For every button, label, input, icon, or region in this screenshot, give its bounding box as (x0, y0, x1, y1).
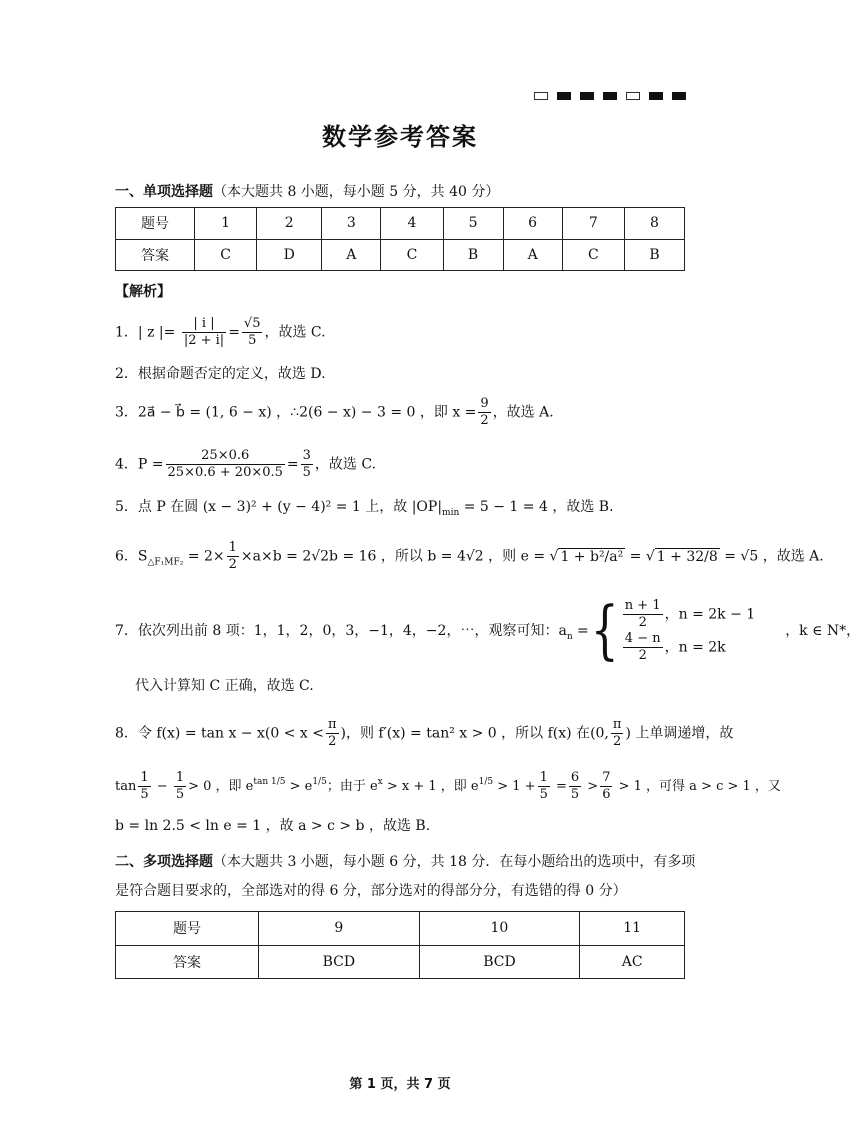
expr: 依次列出前 8 项：1，1，2，0，3，−1，4，−2，⋯，观察可知： (137, 623, 559, 639)
header-mark (672, 92, 686, 100)
question-cell: 1 (195, 208, 257, 240)
denominator: 2 (480, 413, 489, 428)
denominator: 5 (570, 787, 580, 802)
expr: − (152, 779, 172, 794)
answer-cell: A (322, 239, 381, 271)
analysis-q8-line3: b = ln 2.5 < ln e = 1 ，故 a > c > b ，故选 B. (115, 818, 431, 834)
expr: = 2× (183, 548, 225, 565)
expr: a (558, 623, 567, 639)
numerator: √5 (243, 316, 261, 331)
numerator: 1 (175, 770, 185, 785)
answer-cell: A (503, 239, 562, 271)
expr: > (583, 779, 599, 794)
fraction (242, 316, 263, 349)
answer-cell: C (562, 239, 624, 271)
header-marks (534, 92, 686, 100)
section2-header (115, 851, 695, 871)
header-mark (649, 92, 663, 100)
expr: ，k ∈ N*， (785, 623, 860, 639)
section1-note: （本大题共 8 小题，每小题 5 分，共 40 分） (213, 184, 500, 200)
expr: = (551, 779, 567, 794)
numerator: 3 (302, 448, 311, 463)
fraction (623, 631, 663, 664)
section2-note-line1: （本大题共 3 小题，每小题 6 分，共 18 分．在每小题给出的选项中，有多项 (213, 854, 696, 870)
numerator: 9 (480, 396, 489, 411)
denominator: 6 (602, 787, 611, 802)
numerator: π (612, 717, 622, 732)
expr: ，故选 A. (492, 404, 554, 421)
section1-heading: 一、单项选择题 (115, 184, 213, 200)
expr: = √5 ，故选 A. (719, 548, 824, 565)
fraction (166, 448, 285, 481)
answer-cell: C (381, 239, 443, 271)
question-cell: 4 (381, 208, 443, 240)
case-row (621, 598, 755, 631)
item-number: 7． (115, 623, 138, 639)
row-label-question: 题号 (116, 912, 259, 946)
expr: > 1 ，可得 a > c > 1 ，又 (614, 779, 781, 794)
expr: > 0 ，即 e (188, 779, 254, 794)
expr: > e (285, 779, 313, 794)
denominator: 2 (228, 557, 237, 572)
denominator: 2 (328, 734, 337, 749)
expr: ，n = 2k (664, 639, 726, 656)
table-row (116, 239, 685, 271)
expr: > x + 1 ，即 e (382, 779, 479, 794)
denominator: 5 (248, 333, 257, 348)
subscript: min (442, 508, 460, 518)
question-cell: 11 (580, 912, 685, 946)
expr: | z |= (137, 324, 176, 341)
section1-header (115, 181, 499, 201)
item-number: 2． (115, 366, 138, 382)
item-number: 8． (115, 725, 138, 742)
row-label-answer: 答案 (116, 945, 259, 979)
subscript: △F₁MF₂ (147, 557, 184, 568)
numerator: n + 1 (624, 598, 661, 613)
analysis-q3 (115, 396, 554, 429)
expr: 根据命题否定的定义，故选 D. (137, 366, 326, 382)
superscript: x (377, 777, 383, 787)
question-cell: 10 (419, 912, 580, 946)
expr: 2a⃗ − b⃗ = (1, 6 − x) ，∴2(6 − x) − 3 = 0 ，即 x = (137, 404, 477, 421)
denominator: 5 (140, 787, 149, 802)
denominator: 2 (638, 615, 647, 630)
expr: tan (115, 779, 137, 794)
fraction (174, 770, 186, 803)
numerator: 4 − n (624, 631, 661, 646)
section2-note-line2: 是符合题目要求的，全部选对的得 6 分，部分选对的得部分分，有选错的得 0 分） (115, 883, 627, 899)
expr: 点 P 在圆 (x − 3)² + (y − 4)² = 1 上，故 |OP| (137, 499, 443, 515)
expr: ×a×b = 2√2b = 16 ，所以 b = 4√2 ，则 e = (240, 548, 546, 565)
fraction (538, 770, 550, 803)
item-number: 1． (115, 324, 138, 341)
case-row (621, 631, 755, 664)
expr: (0, (590, 725, 609, 742)
expr: = (228, 324, 240, 341)
answer-cell: C (195, 239, 257, 271)
superscript: 1/5 (478, 777, 494, 787)
answer-cell: AC (580, 945, 685, 979)
answer-cell: B (443, 239, 503, 271)
page-footer: 第 1 页，共 7 页 (349, 1077, 451, 1092)
item-number: 6． (115, 548, 138, 565)
analysis-q5 (115, 497, 614, 523)
expr: > 1 + (493, 779, 536, 794)
fraction (227, 540, 239, 573)
numerator: | i | (182, 316, 226, 333)
superscript: 1/5 (312, 777, 327, 787)
denominator: 5 (175, 787, 185, 802)
question-cell: 3 (322, 208, 381, 240)
numerator: 6 (570, 770, 580, 785)
piecewise-cases (621, 598, 755, 664)
section2-heading: 二、多项选择题 (115, 854, 213, 870)
fraction (600, 770, 612, 803)
expr: = (286, 456, 299, 473)
denominator: 5 (539, 787, 548, 802)
analysis-q7-continuation: 代入计算知 C 正确，故选 C. (135, 678, 314, 694)
expr: ，n = 2k − 1 (664, 606, 756, 623)
section1-answer-table (115, 207, 685, 271)
header-mark (626, 92, 640, 100)
question-cell: 6 (503, 208, 562, 240)
fraction (182, 316, 226, 349)
fraction (623, 598, 663, 631)
analysis-q8-line2 (115, 770, 781, 803)
analysis-q1 (115, 316, 326, 349)
radicand: 1 + b²/a² (560, 548, 624, 565)
expr: ；由于 e (326, 779, 378, 794)
fraction (611, 717, 624, 750)
subscript: n (566, 632, 573, 642)
question-cell: 5 (443, 208, 503, 240)
analysis-q4 (115, 448, 376, 481)
header-mark (603, 92, 617, 100)
header-mark (534, 92, 548, 100)
fraction (569, 770, 581, 803)
numerator: 7 (602, 770, 611, 785)
item-number: 3． (115, 404, 138, 421)
expr: = (572, 623, 589, 639)
answer-cell: B (624, 239, 684, 271)
numerator: 1 (228, 540, 237, 555)
denominator: 25×0.6 + 20×0.5 (167, 465, 283, 480)
question-cell: 2 (257, 208, 322, 240)
fraction (326, 717, 339, 750)
analysis-q7 (115, 593, 860, 668)
expr: ) 上单调递增，故 (625, 725, 734, 742)
left-brace-icon: { (590, 593, 619, 668)
table-row (116, 912, 685, 946)
fraction (301, 448, 313, 481)
denominator: 2 (613, 734, 622, 749)
header-mark (580, 92, 594, 100)
fraction (138, 770, 150, 803)
analysis-q8-line1 (115, 717, 733, 750)
expr: S (137, 548, 148, 565)
expr: ，故选 C. (314, 456, 377, 473)
fraction (478, 396, 490, 429)
denominator: 2 (638, 648, 647, 663)
section2-answer-table (115, 911, 685, 979)
numerator: 1 (140, 770, 149, 785)
analysis-q6: 6．$S_{\triangle F_1MF_2} = 2\times$ $\frac{1}{2}$ ×a×b = 2√2b = 16 ，所以 b = 4√2 ，则 e = √ 1 + b²/a² = √ 1 + 32/8 = √5 ，故选 A. (115, 540, 824, 572)
answer-cell: D (257, 239, 322, 271)
item-number: 4． (115, 456, 138, 473)
page-title: 数学参考答案 (322, 123, 478, 151)
row-label-answer: 答案 (116, 239, 195, 271)
answer-cell: BCD (259, 945, 420, 979)
analysis-label: 【解析】 (115, 284, 171, 300)
question-cell: 7 (562, 208, 624, 240)
denominator: 5 (302, 465, 311, 480)
expr: P = (137, 456, 164, 473)
question-cell: 8 (624, 208, 684, 240)
item-number: 5． (115, 499, 138, 515)
radicand: 1 + 32/8 (656, 548, 718, 565)
superscript: tan 1/5 (253, 777, 286, 787)
expr: = (625, 548, 642, 565)
table-row (116, 208, 685, 240)
expr: 令 f(x) = tan x − x (137, 725, 265, 742)
answer-cell: BCD (419, 945, 580, 979)
numerator: 25×0.6 (166, 448, 285, 465)
row-label-question: 题号 (116, 208, 195, 240)
table-row (116, 945, 685, 979)
numerator: 1 (539, 770, 548, 785)
expr: ，故选 C. (264, 324, 326, 341)
expr: (0 < x < (264, 725, 324, 742)
expr: = 5 − 1 = 4 ，故选 B. (459, 499, 614, 515)
question-cell: 9 (259, 912, 420, 946)
header-mark (557, 92, 571, 100)
denominator: |2 + i| (183, 333, 225, 348)
analysis-q2 (115, 364, 326, 384)
expr: )，则 f′(x) = tan² x > 0 ，所以 f(x) 在 (340, 725, 591, 742)
numerator: π (327, 717, 337, 732)
